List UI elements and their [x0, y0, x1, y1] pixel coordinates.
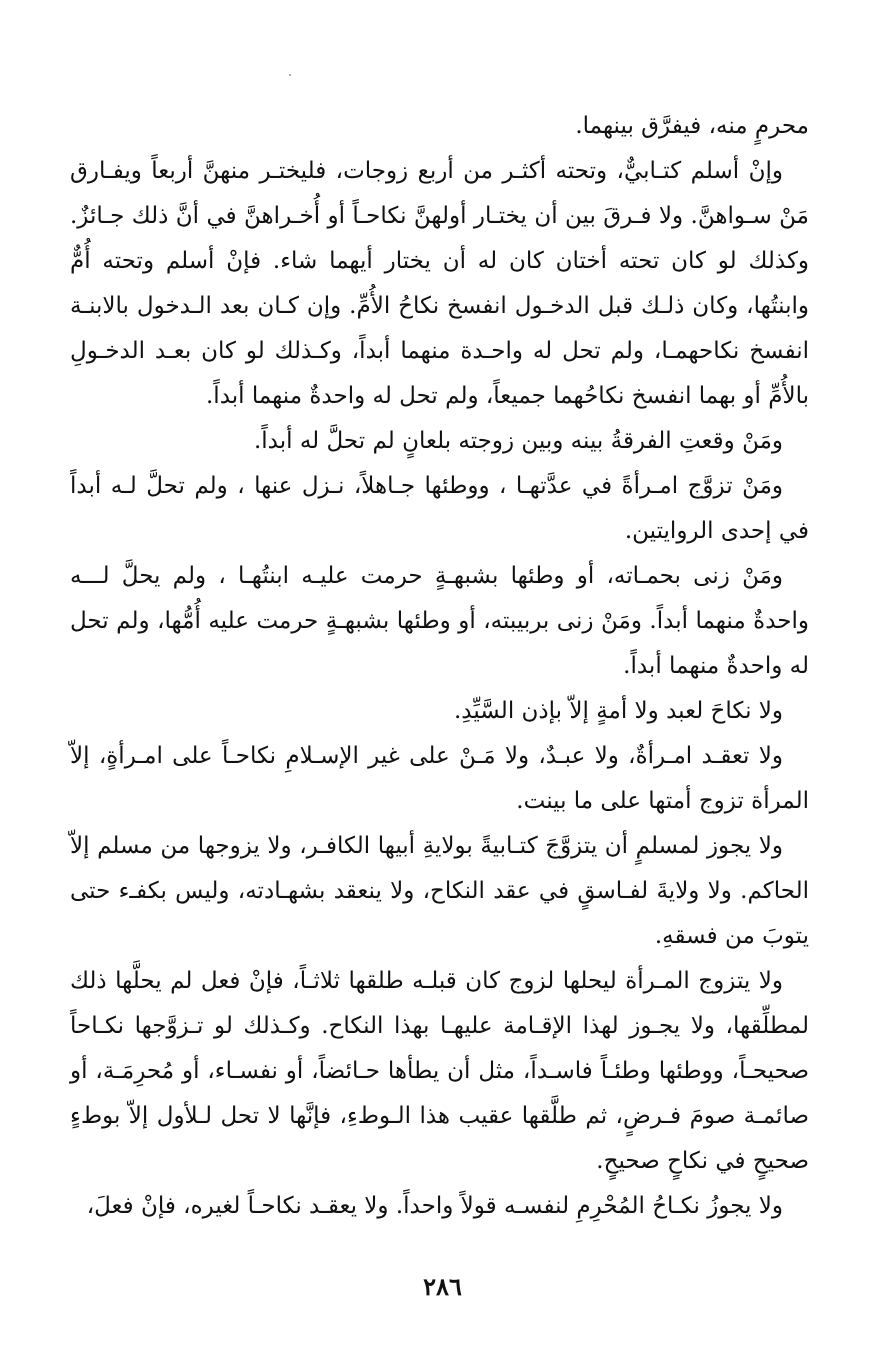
paragraph-7: ولا تعقـد امـرأةٌ، ولا عبـدٌ، ولا مَـنْ على غير الإسـلامِ نكاحـاً على امـرأةٍ، إلاّ المرأة تزوج أمتها على ما بينت.	[70, 743, 809, 814]
paragraph-1: محرمٍ منه، فيفرَّق بينهما.	[575, 113, 809, 139]
paragraph-10: ولا يجوزُ نكـاحُ المُحْرِمِ لنفسـه قولاً واحداً. ولا يعقـد نكاحـاً لغيره، فإنْ فعلَ،	[86, 1193, 783, 1219]
main-text	[70, 104, 809, 1229]
paragraph-9: ولا يتزوج المـرأة ليحلها لزوج كان قبلـه طلقها ثلاثـاً، فإنْ فعل لم يحلَّها ذلك لمطلِّقها، ولا يجـوز لهذا الإقـامة عليهـا بهذا النكاح. وكـذلك لو تـزوَّجها نكـاحاً صحيحـاً، ووطئها وطئـاً فاسـداً، مثل أن يطأها حـائضاً، أو نفسـاء، أو مُحرِمَـة، أو صائمـة صومَ فـرضٍ، ثم طلَّقها عقيب هذا الـوطءِ، فإنَّها لا تحل لـلأول إلاّ بوطءٍ صحيحٍ في نكاحٍ صحيحٍ.	[70, 968, 809, 1174]
scan-speck	[289, 74, 291, 76]
paragraph-3: ومَنْ وقعتِ الفرقةُ بينه وبين زوجته بلعانٍ لم تحلَّ له أبداً.	[253, 428, 783, 454]
paragraph-5: ومَنْ زنى بحمـاته، أو وطئها بشبهـةٍ حرمت عليـه ابنتُهـا ، ولم يحلَّ لـــه واحدةٌ منهما أبداً. ومَنْ زنى بربيبته، أو وطئها بشبهـةٍ حرمت عليه أُمُّها، ولم تحل له واحدةٌ منهما أبداً.	[70, 563, 809, 679]
paragraph-2: وإنْ أسلم كتـابيٌّ، وتحته أكثـر من أربع زوجات، فليختـر منهنَّ أربعاً ويفـارق مَنْ سـواهنَّ. ولا فـرقَ بين أن يختـار أولهنَّ نكاحـاً أو أُخـراهنَّ في أنَّ ذلك جـائزٌ. وكذلك لو كان تحته أختان كان له أن يختار أيهما شاء. فإنْ أسلم وتحته أُمٌّ وابنتُها، وكان ذلـك قبل الدخـول انفسخ نكاحُ الأُمِّ. وإن كـان بعد الـدخول بالابنـة انفسخ نكاحهمـا، ولم تحل له واحـدة منهما أبداً، وكـذلك لو كان بعـد الدخـولِ بالأُمِّ أو بهما انفسخ نكاحُهما جميعاً، ولم تحل له واحدةٌ منهما أبداً.	[70, 158, 809, 409]
page-number: ٢٨٦	[423, 1272, 462, 1301]
page-body	[70, 104, 809, 1308]
paragraph-6: ولا نكاحَ لعبد ولا أمةٍ إلاّ بإذن السَّيِّدِ.	[453, 698, 783, 724]
paragraph-8: ولا يجوز لمسلمٍ أن يتزوَّجَ كتـابيةً بولايةِ أبيها الكافـر، ولا يزوجها من مسلم إلاّ الحاكم. ولا ولايةَ لفـاسقٍ في عقد النكاح، ولا ينعقد بشهـادته، وليس بكفـء حتى يتوبَ من فسقهِ.	[70, 833, 809, 949]
paragraph-4: ومَنْ تزوَّج امـرأةً في عدَّتهـا ، ووطئها جـاهلاً، نـزل عنها ، ولم تحلَّ لـه أبداً في إحدى الروايتين.	[70, 473, 809, 544]
